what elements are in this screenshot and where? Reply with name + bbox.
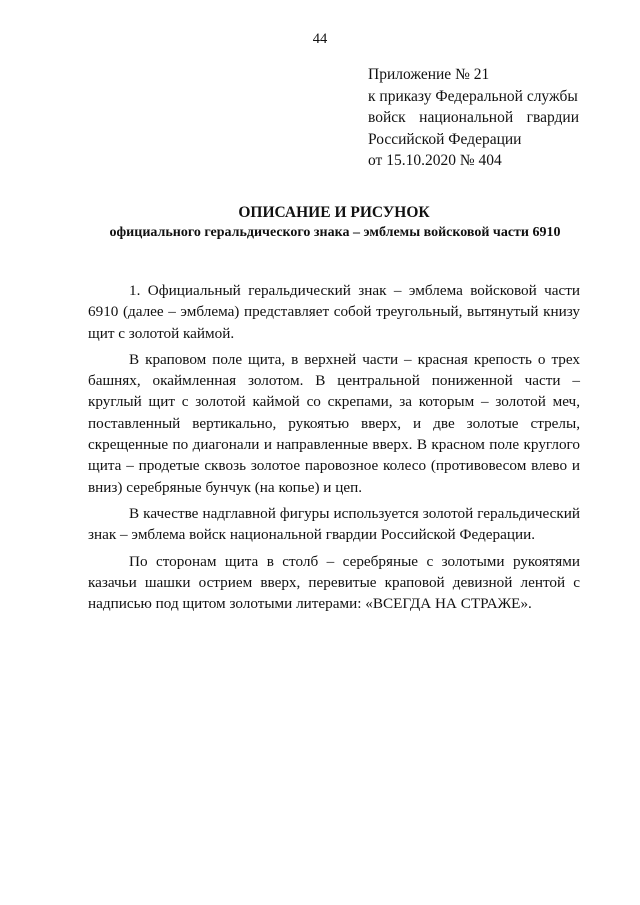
appendix-number: Приложение № 21 bbox=[368, 66, 490, 83]
paragraph: В качестве надглавной фигуры используется золотой геральдический знак – эмблема войск национальной гвардии Российской Федерации. bbox=[88, 504, 580, 544]
paragraph: По сторонам щита в столб – серебряные с золотыми рукоятями казачьи шашки острием вверх, перевитые краповой девизной лентой с надписью под щитом золотыми литерами: «ВСЕГДА НА СТРАЖЕ». bbox=[88, 552, 580, 613]
appendix-block bbox=[368, 64, 579, 172]
appendix-word: гвардии bbox=[526, 109, 579, 126]
paragraph: 1. Официальный геральдический знак – эмблема войсковой части 6910 (далее – эмблема) представляет собой треугольный, вытянутый книзу щит с золотой каймой. bbox=[88, 282, 580, 342]
appendix-date-line: от 15.10.2020 № 404 bbox=[368, 152, 502, 169]
appendix-order-line: к приказу Федеральной службы bbox=[368, 87, 578, 105]
appendix-service-line bbox=[368, 107, 579, 129]
document-body bbox=[88, 280, 580, 619]
appendix-country-line: Российской Федерации bbox=[368, 130, 522, 148]
appendix-word: войск bbox=[368, 109, 406, 126]
paragraph: В краповом поле щита, в верхней части – красная крепость о трех башнях, окаймленная золотом. В центральной пониженной части – круглый щит с золотой каймой со скрепами, за которым – золотой меч, поставленный вертикально, рукоятью вверх, и две золотые стрелы, скрещенные по диагонали и направленные вверх. В красном поле круглого щита – продетые сквозь золотое паровозное колесо (противовесом влево и вниз) серебряные бунчук (на копье) и цеп. bbox=[88, 350, 580, 496]
document-subtitle: официального геральдического знака – эмблемы войсковой части 6910 bbox=[109, 225, 561, 240]
page-number: 44 bbox=[312, 31, 328, 47]
document-title: ОПИСАНИЕ И РИСУНОК bbox=[238, 204, 430, 221]
appendix-word: национальной bbox=[419, 109, 514, 126]
